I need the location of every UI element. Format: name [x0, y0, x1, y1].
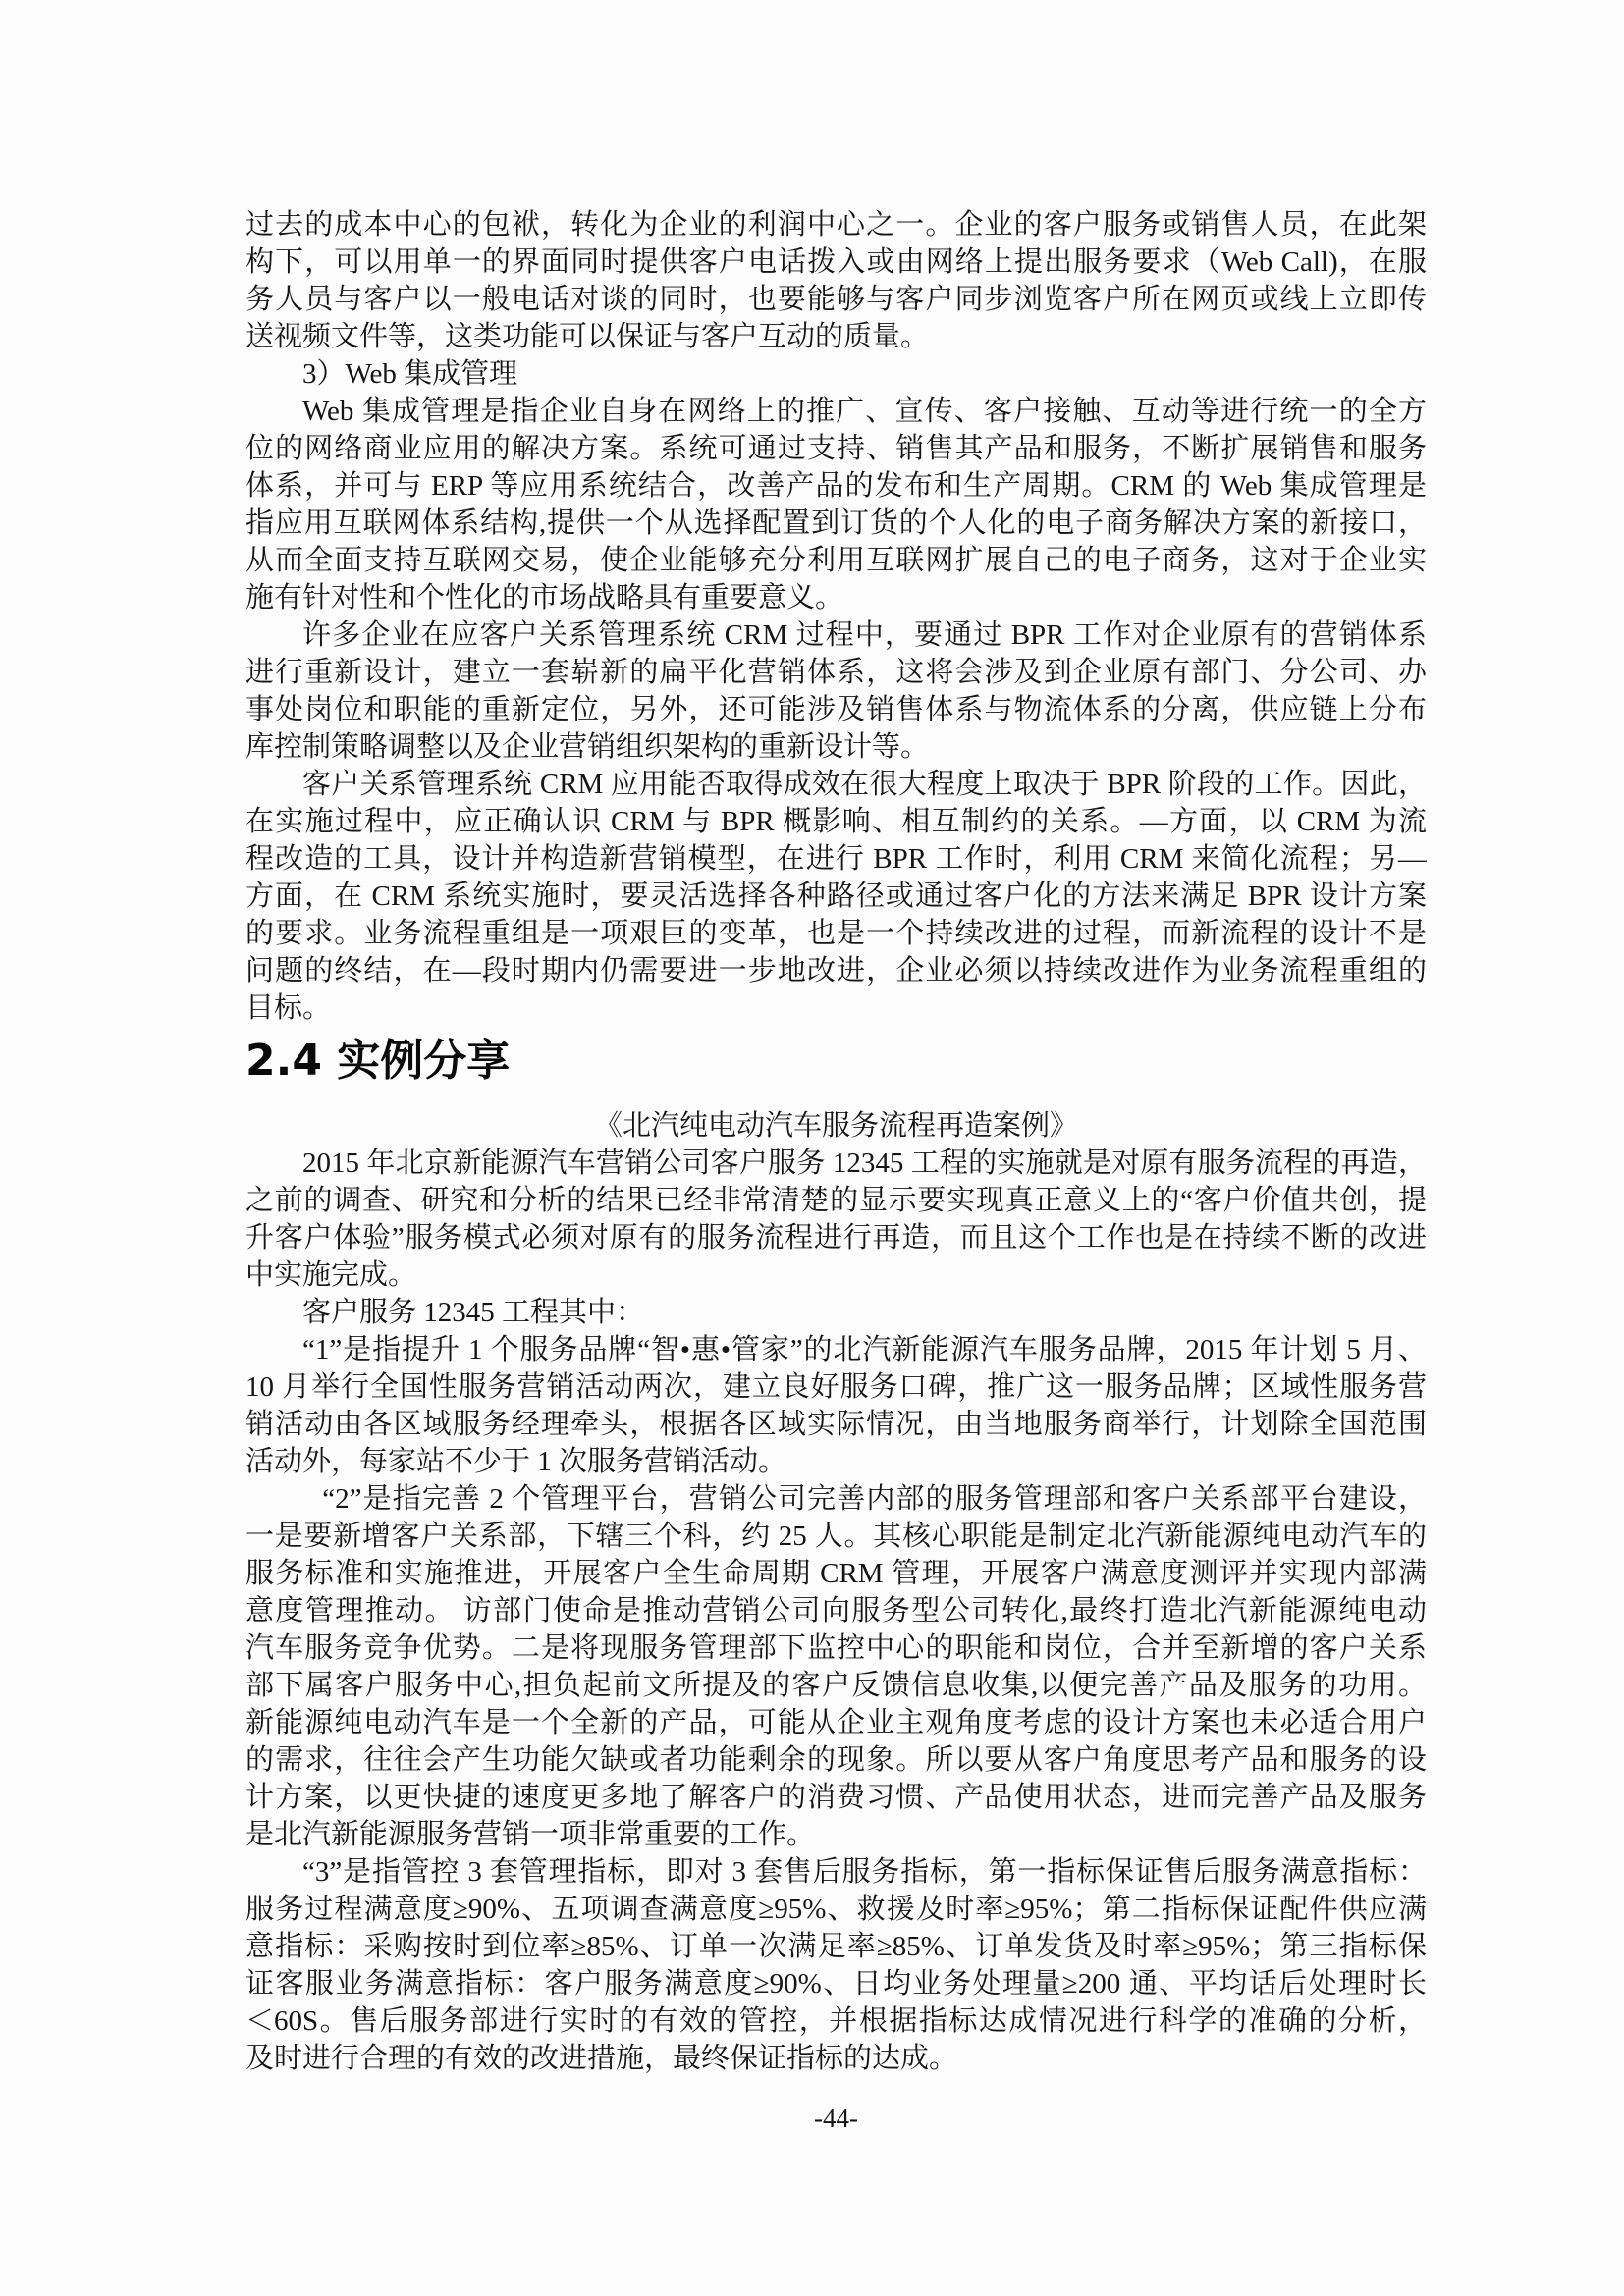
text-line: 计方案，以更快捷的速度更多地了解客户的消费习惯、产品使用状态，进而完善产品及服务: [245, 1782, 1427, 1813]
text-line: 施有针对性和个性化的市场战略具有重要意义。: [245, 582, 844, 614]
text-line: 一是要新增客户关系部，下辖三个科，约 25 人。其核心职能是制定北汽新能源纯电动汽车的: [245, 1521, 1427, 1552]
section-heading-2-4: 2.4 实例分享: [245, 1036, 511, 1086]
text-line: 务人员与客户以一般电话对谈的同时，也要能够与客户同步浏览客户所在网页或线上立即传: [245, 284, 1427, 315]
text-line: 新能源纯电动汽车是一个全新的产品，可能从企业主观角度考虑的设计方案也未必适合用户: [245, 1707, 1427, 1738]
text-line: 2015 年北京新能源汽车营销公司客户服务 12345 工程的实施就是对原有服务流程的再造，: [302, 1148, 1427, 1179]
text-line: 升客户体验”服务模式必须对原有的服务流程进行再造，而且这个工作也是在持续不断的改进: [245, 1222, 1427, 1254]
text-line: 服务标准和实施推进，开展客户全生命周期 CRM 管理，开展客户满意度测评并实现内部满: [245, 1558, 1427, 1589]
text-line: 程改造的工具，设计并构造新营销模型，在进行 BPR 工作时，利用 CRM 来简化流程；另—: [245, 843, 1427, 875]
text-line: 证客服业务满意指标：客户服务满意度≥90%、日均业务处理量≥200 通、平均话后处理时长: [245, 1968, 1427, 2000]
text-line: 目标。: [245, 992, 332, 1024]
text-line: “1”是指提升 1 个服务品牌“智•惠•管家”的北汽新能源汽车服务品牌，2015 年计划 5 月、: [302, 1334, 1427, 1365]
page-number: -44-: [814, 2104, 858, 2133]
text-line: 客户关系管理系统 CRM 应用能否取得成效在很大程度上取决于 BPR 阶段的工作。因此，: [302, 769, 1427, 800]
text-line: 在实施过程中，应正确认识 CRM 与 BPR 概影响、相互制约的关系。—方面，以 CRM 为流: [245, 806, 1427, 837]
text-line: 许多企业在应客户关系管理系统 CRM 过程中，要通过 BPR 工作对企业原有的营销体系: [302, 619, 1427, 651]
text-line: 服务过程满意度≥90%、五项调查满意度≥95%、救援及时率≥95%；第二指标保证配件供应满: [245, 1894, 1427, 1925]
text-line: 意指标：采购按时到位率≥85%、订单一次满足率≥85%、订单发货及时率≥95%；第三指标保: [245, 1931, 1427, 1962]
text-line: 活动外，每家站不少于 1 次服务营销活动。: [245, 1446, 787, 1477]
text-line: 事处岗位和职能的重新定位，另外，还可能涉及销售体系与物流体系的分离，供应链上分布: [245, 694, 1427, 725]
list-heading-web-integration: 3）Web 集成管理: [302, 358, 518, 390]
text-line: 是北汽新能源服务营销一项非常重要的工作。: [245, 1819, 816, 1850]
text-line: 问题的终结，在—段时期内仍需要进一步地改进，企业必须以持续改进作为业务流程重组的: [245, 955, 1427, 987]
text-line: Web 集成管理是指企业自身在网络上的推广、宣传、客户接触、互动等进行统一的全方: [302, 396, 1427, 427]
text-line: “3”是指管控 3 套管理指标，即对 3 套售后服务指标，第一指标保证售后服务满意指标：: [302, 1856, 1427, 1888]
page-body-text: [245, 206, 1427, 2077]
text-line: 的要求。业务流程重组是一项艰巨的变革，也是一个持续改进的过程，而新流程的设计不是: [245, 918, 1427, 949]
text-line: 10 月举行全国性服务营销活动两次，建立良好服务口碑，推广这一服务品牌；区域性服务营: [245, 1371, 1427, 1403]
text-line: 指应用互联网体系结构,提供一个从选择配置到订货的个人化的电子商务解决方案的新接口，: [245, 507, 1427, 539]
text-line: 构下，可以用单一的界面同时提供客户电话拨入或由网络上提出服务要求（Web Call)，在服: [245, 246, 1427, 278]
text-line: 送视频文件等，这类功能可以保证与客户互动的质量。: [245, 321, 930, 352]
text-line: 方面，在 CRM 系统实施时，要灵活选择各种路径或通过客户化的方法来满足 BPR 设计方案: [245, 881, 1427, 912]
text-line: 销活动由各区域服务经理牵头，根据各区域实际情况，由当地服务商举行，计划除全国范围: [245, 1409, 1427, 1440]
text-line: 中实施完成。: [245, 1259, 417, 1291]
text-line: 体系，并可与 ERP 等应用系统结合，改善产品的发布和生产周期。CRM 的 Web 集成管理是: [245, 470, 1427, 502]
text-line: 的需求，往往会产生功能欠缺或者功能剩余的现象。所以要从客户角度思考产品和服务的设: [245, 1744, 1427, 1776]
text-line: 库控制策略调整以及企业营销组织架构的重新设计等。: [245, 731, 930, 763]
text-line: 进行重新设计，建立一套崭新的扁平化营销体系，这将会涉及到企业原有部门、分公司、办: [245, 657, 1427, 688]
text-line: 位的网络商业应用的解决方案。系统可通过支持、销售其产品和服务，不断扩展销售和服务: [245, 433, 1427, 464]
text-line: 汽车服务竞争优势。二是将现服务管理部下监控中心的职能和岗位，合并至新增的客户关系: [245, 1632, 1427, 1664]
text-line: 意度管理推动。 访部门使命是推动营销公司向服务型公司转化,最终打造北汽新能源纯电动: [245, 1595, 1427, 1627]
case-title: 《北汽纯电动汽车服务流程再造案例》: [593, 1110, 1078, 1142]
text-line: 客户服务 12345 工程其中：: [302, 1297, 645, 1328]
text-line: 及时进行合理的有效的改进措施，最终保证指标的达成。: [245, 2043, 958, 2074]
text-line: “2”是指完善 2 个管理平台，营销公司完善内部的服务管理部和客户关系部平台建设，: [322, 1483, 1427, 1515]
text-line: 过去的成本中心的包袱，转化为企业的利润中心之一。企业的客户服务或销售人员，在此架: [245, 209, 1427, 240]
text-line: ＜60S。售后服务部进行实时的有效的管控，并根据指标达成情况进行科学的准确的分析，: [245, 2005, 1427, 2037]
text-line: 从而全面支持互联网交易，使企业能够充分利用互联网扩展自己的电子商务，这对于企业实: [245, 545, 1427, 576]
text-line: 之前的调查、研究和分析的结果已经非常清楚的显示要实现真正意义上的“客户价值共创，提: [245, 1185, 1427, 1216]
text-line: 部下属客户服务中心,担负起前文所提及的客户反馈信息收集,以便完善产品及服务的功用。: [245, 1670, 1427, 1701]
